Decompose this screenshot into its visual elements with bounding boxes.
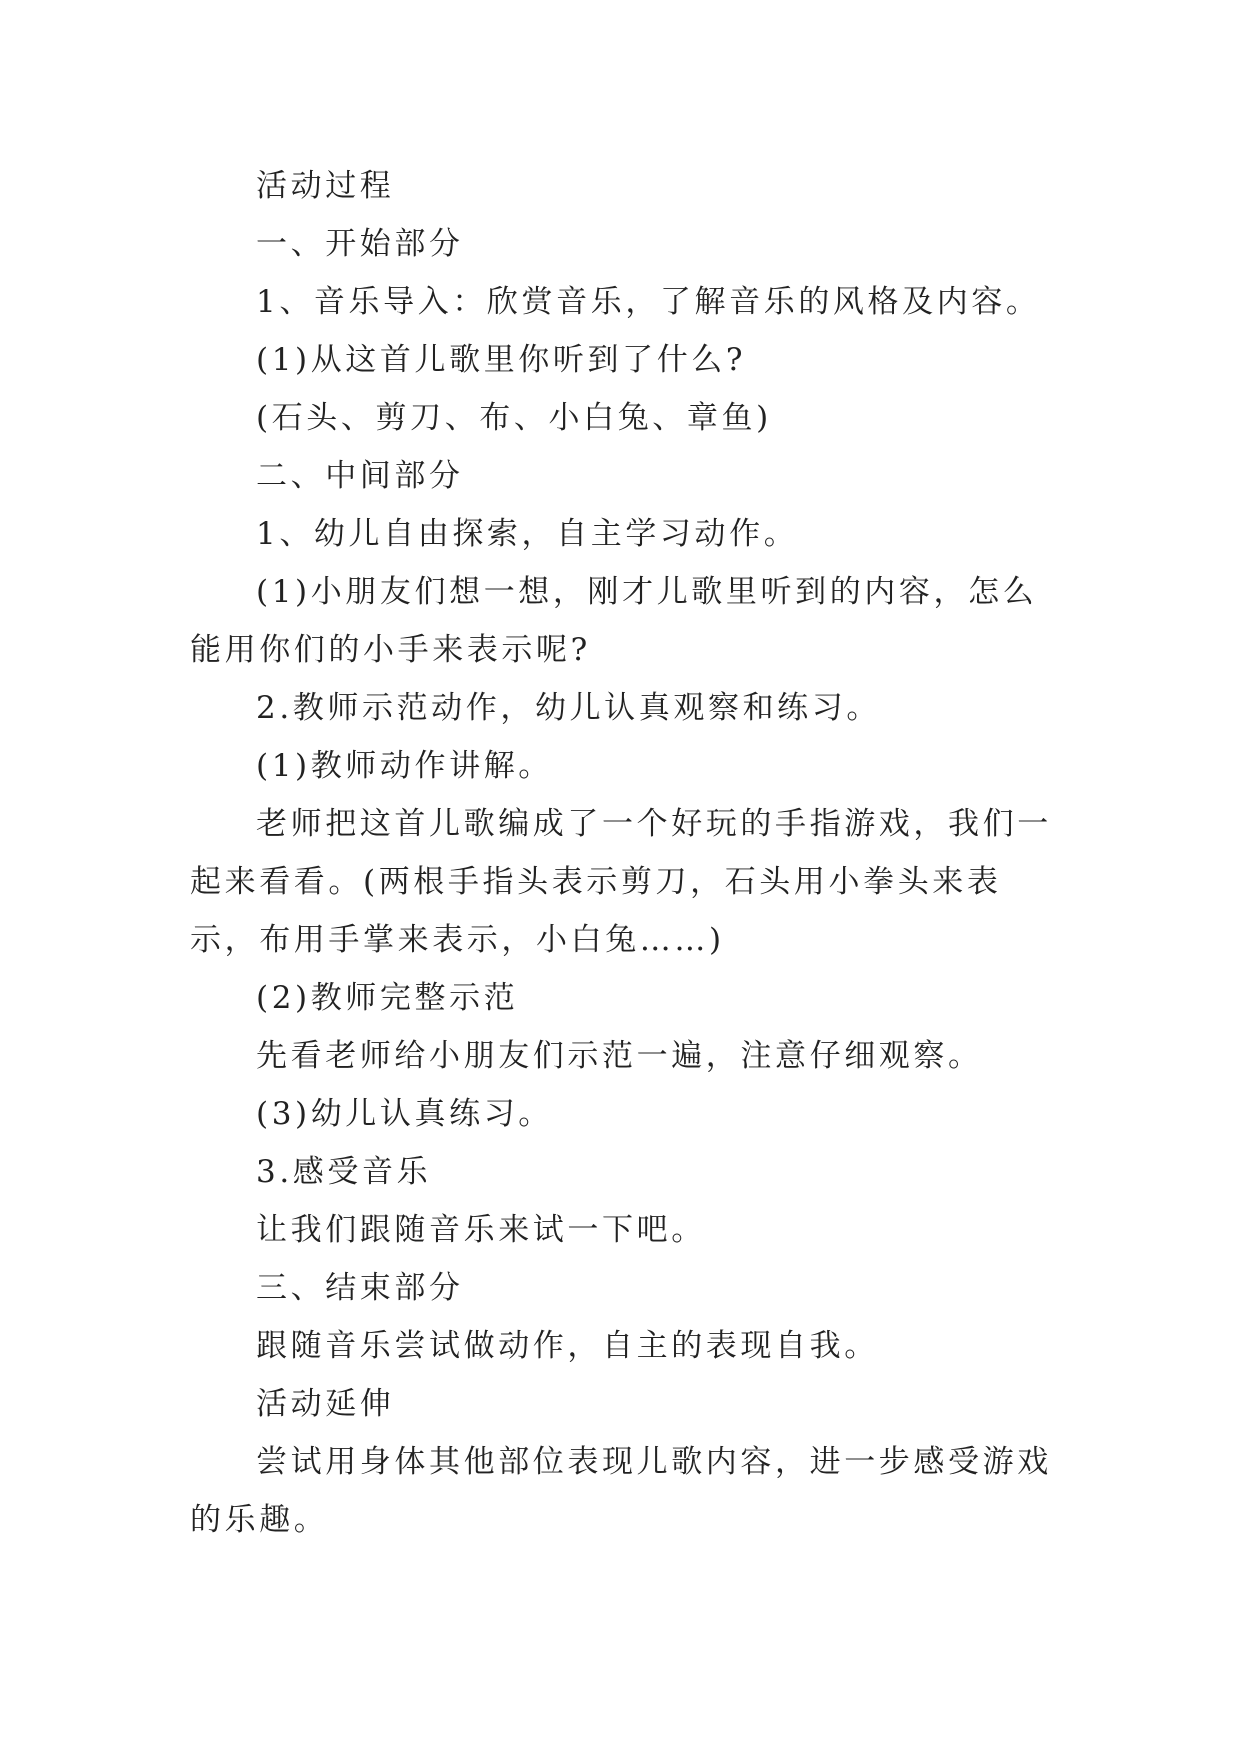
paragraph-section-title-extension: 活动延伸 [256,1386,395,1422]
paragraph: 3.感受音乐 [256,1154,432,1190]
paragraph: 1、音乐导入：欣赏音乐，了解音乐的风格及内容。 [256,284,1041,320]
paragraph: (2)教师完整示范 [256,980,519,1016]
paragraph: (石头、剪刀、布、小白兔、章鱼) [256,400,772,436]
paragraph: 先看老师给小朋友们示范一遍，注意仔细观察。 [256,1038,983,1074]
paragraph: 尝试用身体其他部位表现儿歌内容，进一步感受游戏的乐趣。 [190,1444,1052,1538]
paragraph-part-two-heading: 二、中间部分 [256,458,464,494]
paragraph-section-title-process: 活动过程 [256,168,395,204]
paragraph: 跟随音乐尝试做动作，自主的表现自我。 [256,1328,879,1364]
document-body [190,157,1056,1549]
paragraph: (1)小朋友们想一想，刚才儿歌里听到的内容，怎么能用你们的小手来表示呢? [190,574,1038,668]
paragraph: 让我们跟随音乐来试一下吧。 [256,1212,706,1248]
paragraph-part-three-heading: 三、结束部分 [256,1270,464,1306]
paragraph: (1)教师动作讲解。 [256,748,553,784]
paragraph: 1、幼儿自由探索，自主学习动作。 [256,516,799,552]
paragraph: (1)从这首儿歌里你听到了什么? [256,342,747,378]
paragraph-part-one-heading: 一、开始部分 [256,226,464,262]
paragraph: 老师把这首儿歌编成了一个好玩的手指游戏，我们一起来看看。(两根手指头表示剪刀，石头用小拳头来表示，布用手掌来表示，小白兔……) [190,806,1052,958]
paragraph: (3)幼儿认真练习。 [256,1096,553,1132]
paragraph: 2.教师示范动作，幼儿认真观察和练习。 [256,690,881,726]
